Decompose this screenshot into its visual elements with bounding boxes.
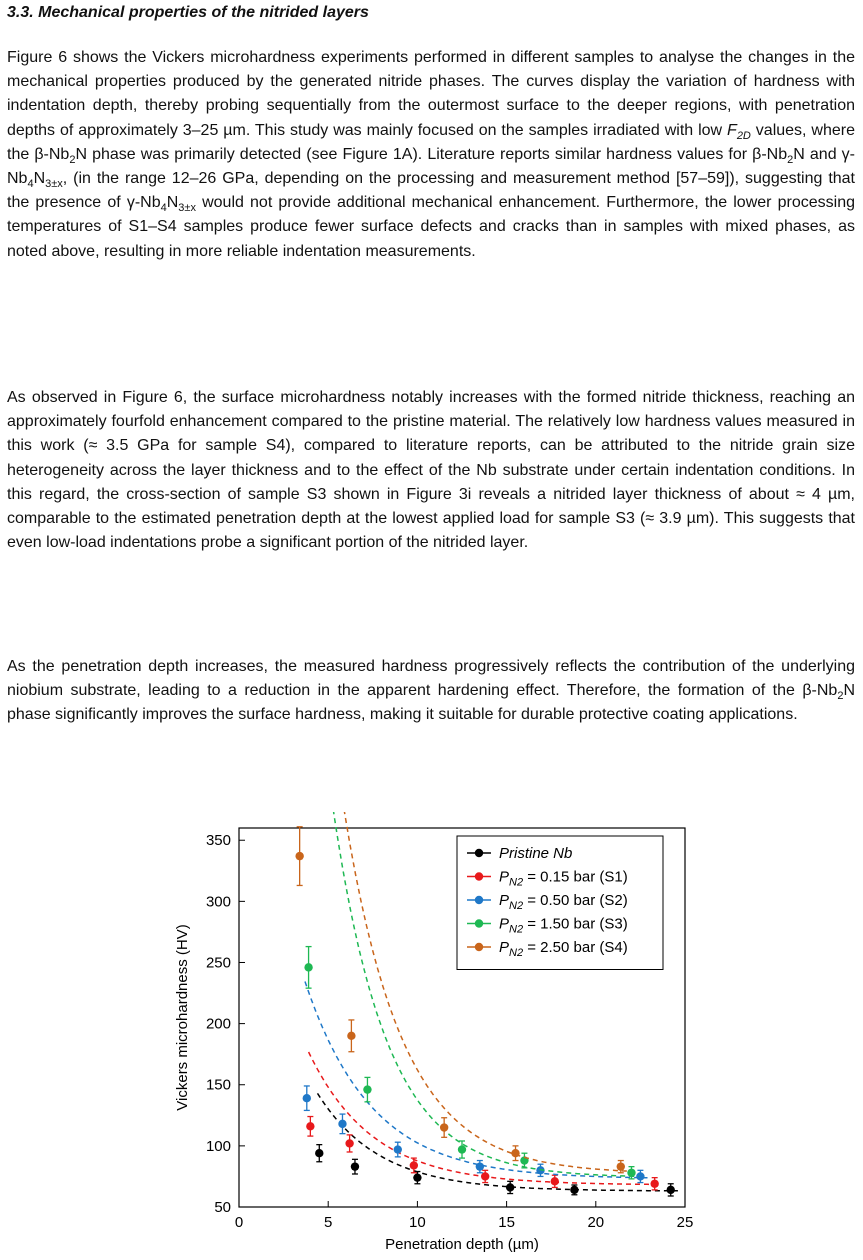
text-run: would not provide additional mechanical enhancement. Furthermore, the lower processing temperatures of S1–S4 samples produce fewer surface defects and cracks than in samples with mixed phases, as noted above, resulting in more reliable indentation measurements. [7, 194, 855, 260]
paragraph-1 [7, 46, 855, 264]
subscript: 2D [736, 129, 751, 142]
x-tick-label: 15 [498, 1214, 515, 1231]
data-point [306, 1122, 314, 1130]
text-run: N phase was primarily detected (see Figure 1A). Literature reports similar hardness values for β-Nb [75, 145, 788, 163]
subscript: 4 [27, 178, 34, 191]
paragraph-2: As observed in Figure 6, the surface microhardness notably increases with the formed nitride thickness, reaching an approximately fourfold enhancement compared to the pristine material. The relatively low hardness values measured in this work (≈ 3.5 GPa for sample S4), compared to literature reports, can be attributed to the nitride grain size heterogeneity across the layer thickness and to the effect of the Nb substrate under certain indentation conditions. In this regard, the cross-section of sample S3 shown in Figure 3i reveals a nitrided layer thickness of about ≈ 4 µm, comparable to the estimated penetration depth at the lowest applied load for sample S3 (≈ 3.9 µm). This suggests that even low-load indentations probe a significant portion of the nitrided layer. [7, 389, 855, 552]
data-point [511, 1149, 519, 1157]
text-run: N [166, 194, 179, 212]
data-point [303, 1094, 311, 1102]
data-point [636, 1172, 644, 1180]
x-tick-label: 5 [324, 1214, 333, 1231]
data-point [345, 1139, 353, 1147]
x-axis-label: Penetration depth (µm) [385, 1236, 539, 1252]
data-point [476, 1162, 484, 1170]
text-run: N [33, 170, 46, 188]
data-point [440, 1123, 448, 1131]
data-point [570, 1186, 578, 1194]
legend-entry: $P_{N2} = 2.50$ bar (S4) [499, 939, 628, 959]
subscript: 2 [837, 690, 844, 703]
text-run: values, where the β-Nb [7, 121, 855, 163]
subscript: 3±x [178, 202, 196, 215]
x-tick-label: 0 [234, 1214, 244, 1231]
text-run: N and γ-Nb [7, 145, 856, 188]
data-point [347, 1032, 355, 1040]
data-point [506, 1183, 514, 1191]
legend-entry: $P_{N2} = 0.15$ bar (S1) [499, 868, 628, 889]
text-run: As the penetration depth increases, the measured hardness progressively reflects the contribution of the underlying niobium substrate, leading to a reduction in the apparent hardening effect. Therefore, the formation of the β-Nb [7, 658, 855, 700]
legend-marker [475, 849, 483, 857]
data-point [295, 852, 303, 860]
hardness-chart-svg [170, 812, 710, 1252]
y-axis-label: Vickers microhardness (HV) [174, 924, 191, 1111]
legend-entry: $P_{N2} = 0.50$ bar (S2) [499, 892, 628, 912]
data-point [338, 1120, 346, 1128]
y-tick-label: 300 [205, 893, 231, 911]
x-tick-label: 20 [587, 1214, 605, 1231]
text-run: N phase significantly improves the surface hardness, making it suitable for durable protective coating applications. [7, 682, 855, 724]
y-tick-label: 250 [205, 954, 231, 972]
data-point [481, 1172, 489, 1180]
legend-marker [475, 872, 483, 880]
data-point [413, 1173, 421, 1181]
legend-entry: $P_{N2} = 1.50$ bar (S3) [499, 915, 628, 936]
subscript: 3±x [45, 178, 63, 191]
fit-curve-2 [305, 982, 648, 1178]
legend-marker [475, 896, 483, 904]
legend-marker [475, 943, 483, 951]
section-heading: 3.3. Mechanical properties of the nitrided layers [7, 4, 369, 21]
y-tick-label: 50 [214, 1199, 231, 1216]
x-tick-label: 10 [409, 1214, 426, 1231]
y-tick-label: 100 [205, 1137, 231, 1155]
subscript: 2 [787, 154, 794, 166]
text-run: , (in the range 12–26 GPa, depending on the processing and measurement method [57–59]), suggesting that the presence of γ-Nb [7, 170, 855, 212]
subscript: 4 [160, 202, 167, 215]
data-point [458, 1145, 466, 1153]
data-point [551, 1177, 559, 1185]
data-point [410, 1161, 418, 1169]
y-tick-label: 200 [205, 1015, 231, 1033]
data-point [315, 1149, 323, 1157]
x-tick-label: 25 [676, 1214, 694, 1231]
data-point [650, 1180, 658, 1188]
fit-curve-1 [309, 1052, 662, 1185]
y-tick-label: 150 [205, 1076, 231, 1094]
legend-marker [475, 919, 483, 927]
data-point [617, 1162, 625, 1170]
data-point [304, 963, 312, 971]
figure-6-chart [170, 812, 710, 1252]
data-point [627, 1169, 635, 1177]
paragraph-3 [7, 655, 855, 728]
data-point [667, 1186, 675, 1194]
text-run: Figure 6 shows the Vickers microhardness experiments performed in different samples to analyse the changes in the mechanical properties produced by the generated nitride phases. The curves display the variation of hardness with indentation depth, thereby probing sequentially from the outermost surface to the deeper regions, with penetration depths of approximately 3–25 µm. This study was mainly focused on the samples irradiated with low [7, 49, 855, 139]
legend-entry: Pristine Nb [499, 845, 573, 862]
data-point [363, 1085, 371, 1093]
y-tick-label: 350 [205, 832, 231, 850]
symbol-f: F [727, 121, 737, 139]
data-point [394, 1145, 402, 1153]
subscript: 2 [69, 154, 76, 166]
data-point [351, 1162, 359, 1170]
